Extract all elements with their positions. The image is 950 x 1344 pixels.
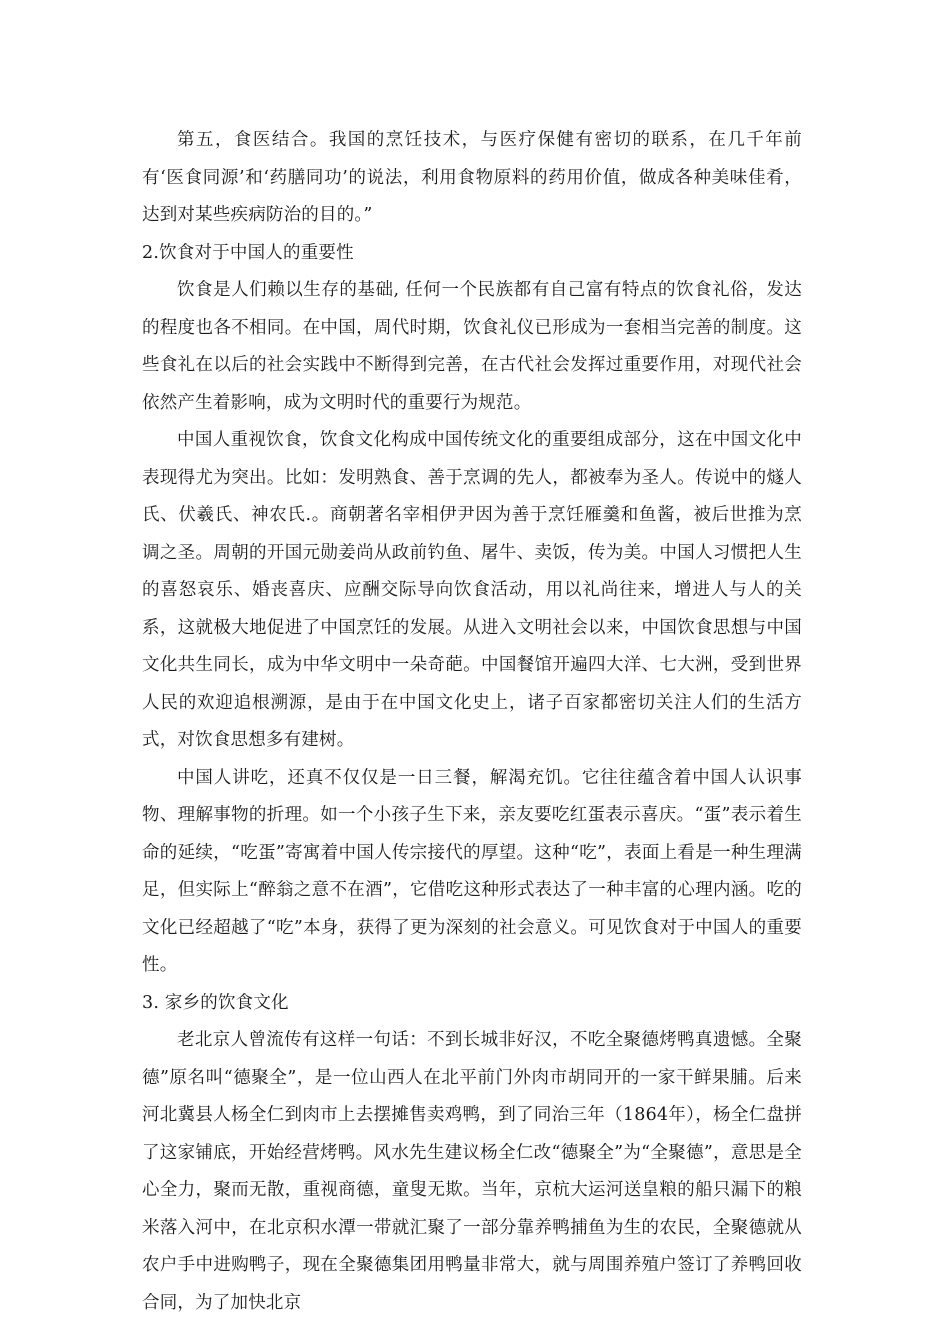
paragraph-diet-foundation: 饮食是人们赖以生存的基础, 任何一个民族都有自己富有特点的饮食礼俗，发达的程度也各不相同。在中国，周代时期，饮食礼仪已形成为一套相当完善的制度。这些食礼在以后的社会实践中不断得到完善，在古代社会发挥过重要作用，对现代社会依然产生着影响，成为文明时代的重要行为规范。 (142, 280, 802, 413)
section-heading-hometown: 3. 家乡的饮食文化 (142, 992, 289, 1013)
section-heading-importance: 2.饮食对于中国人的重要性 (142, 242, 354, 263)
paragraph-food-medicine: 第五，食医结合。我国的烹饪技术，与医疗保健有密切的联系，在几千年前有‘医食同源’和‘药膳同功’的说法，利用食物原料的药用价值，做成各种美味佳肴，达到对某些疾病防治的目的。” (142, 130, 802, 225)
paragraph-diet-culture: 中国人重视饮食，饮食文化构成中国传统文化的重要组成部分，这在中国文化中表现得尤为突出。比如：发明熟食、善于烹调的先人，都被奉为圣人。传说中的燧人氏、伏羲氏、神农氏.。商朝著名宰相伊尹因为善于烹饪雁羹和鱼酱，被后世推为烹调之圣。周朝的开国元勋姜尚从政前钓鱼、屠牛、卖饭，传为美。中国人习惯把人生的喜怒哀乐、婚丧喜庆、应酬交际导向饮食活动，用以礼尚往来，增进人与人的关系，这就极大地促进了中国烹饪的发展。从进入文明社会以来，中国饮食思想与中国文化共生同长，成为中华文明中一朵奇葩。中国餐馆开遍四大洋、七大洲，受到世界人民的欢迎追根溯源，是由于在中国文化史上，诸子百家都密切关注人们的生活方式，对饮食思想多有建树。 (142, 430, 802, 750)
paragraph-quanjude: 老北京人曾流传有这样一句话：不到长城非好汉，不吃全聚德烤鸭真遗憾。全聚德”原名叫“德聚全”，是一位山西人在北平前门外肉市胡同开的一家干鲜果脯。后来河北冀县人杨全仁到肉市上去摆摊售卖鸡鸭，到了同治三年（1864年），杨全仁盘拼了这家铺底，开始经营烤鸭。风水先生建议杨全仁改“德聚全”为“全聚德”，意思是全心全力，聚而无散，重视商德，童叟无欺。当年，京杭大运河送皇粮的船只漏下的粮米落入河中，在北京积水潭一带就汇聚了一部分靠养鸭捕鱼为生的农民，全聚德就从农户手中进购鸭子，现在全聚德集团用鸭量非常大，就与周围养殖户签订了养鸭回收合同，为了加快北京 (142, 1030, 802, 1313)
document-body (142, 122, 802, 1322)
paragraph-eating-meaning: 中国人讲吃，还真不仅仅是一日三餐，解渴充饥。它往往蕴含着中国人认识事物、理解事物的折理。如一个小孩子生下来，亲友要吃红蛋表示喜庆。“蛋”表示着生命的延续，“吃蛋”寄寓着中国人传宗接代的厚望。这种“吃”，表面上看是一种生理满足，但实际上“醉翁之意不在酒”，它借吃这种形式表达了一种丰富的心理内涵。吃的文化已经超越了“吃”本身，获得了更为深刻的社会意义。可见饮食对于中国人的重要性。 (142, 767, 802, 975)
